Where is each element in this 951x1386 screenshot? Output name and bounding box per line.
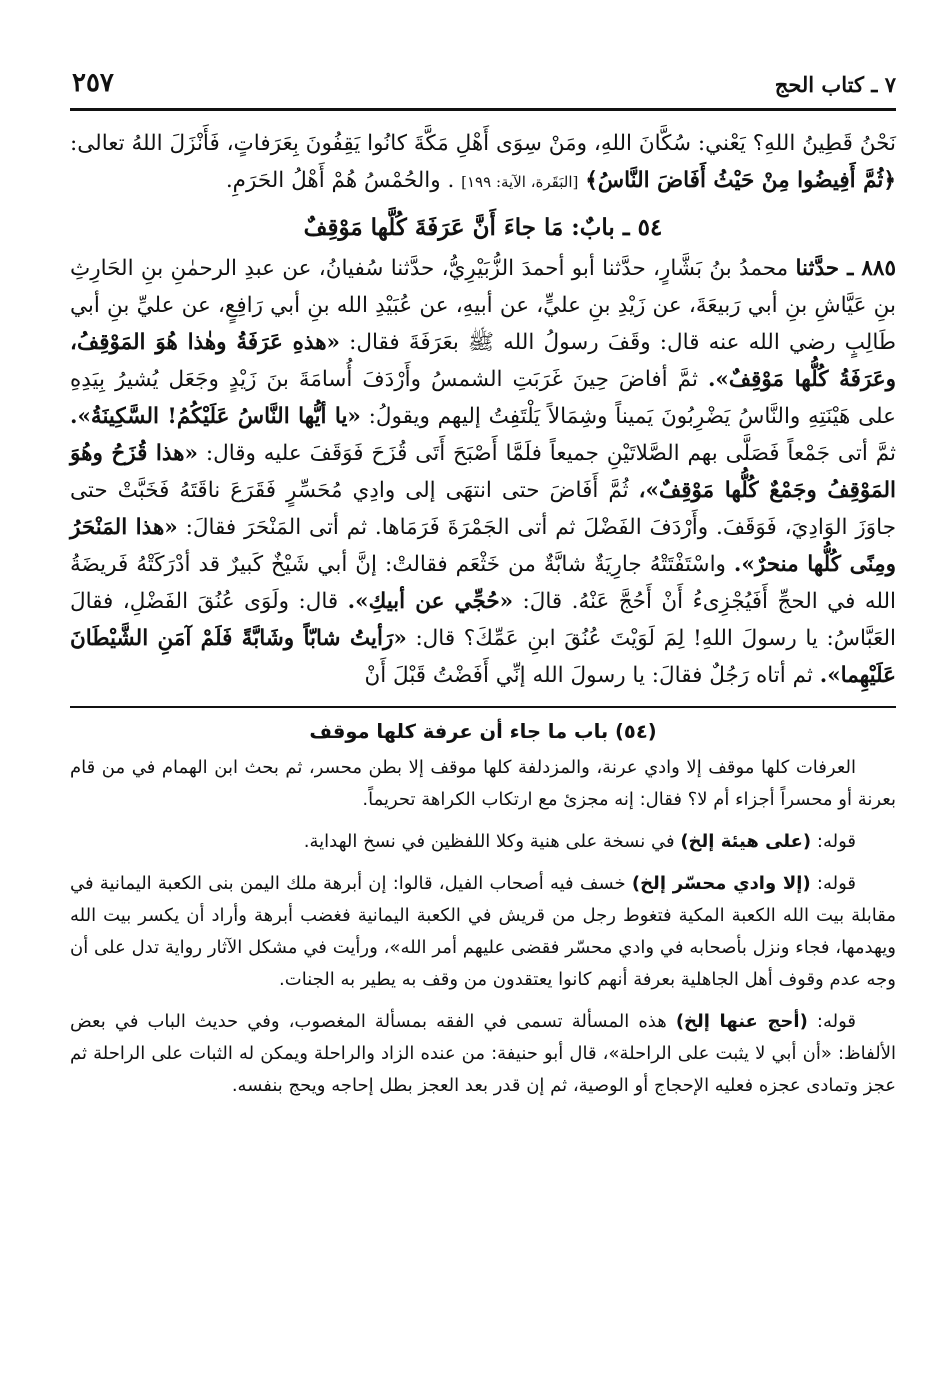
prophet-quote-1: «هذهِ عَرَفَةُ وهٰذا هُوَ المَوْقِفُ، وعَرَفَةُ كُلُّها مَوْقِفٌ». [70,330,896,392]
commentary-paragraph-4 [70,1006,896,1102]
prophet-quote-6: «رَأيتُ شابّاً وشَابَّةً فَلَمْ آمَنِ الشَّيْطَانَ عَلَيْهِما». [70,626,896,688]
hadith-text-6: قال: ولَوَى عُنُقَ الفَضْلِ، فقالَ العَبَّاسُ: يا رسولَ اللهِ! لِمَ لَوَيْتَ عُنُقَ ابنِ عَمِّكَ؟ قال: [70,589,896,651]
prophet-quote-5: «حُجِّي عن أبيكِ». [347,589,514,614]
prophet-quote-3: «هذا قُزَحُ وهُوَ المَوْقِفُ وجَمْعٌ كُلُّها مَوْقِفٌ»، [70,441,896,503]
commentary-title: (٥٤) باب ما جاء أن عرفة كلها موقف [309,720,657,743]
hadith-text-4: ثُمَّ أَفَاضَ حتى انتهَى إلى وادِي مُحَسِّرٍ فَقَرَعَ ناقَتَهُ فَخَبَّتْ حتى جاوَزَ الوَادِيَ، فَوَقَفَ. وأَرْدَفَ الفَضْلَ ثم أتى الجَمْرَةَ فَرَمَاها. ثم أتى المَنْحَرَ فقالَ: [70,478,896,540]
quran-verse: ﴿ثُمَّ أَفِيضُوا مِنْ حَيْثُ أَفَاضَ النَّاسُ﴾ [585,168,896,193]
commentary-paragraph-1: العرفات كلها موقف إلا وادي عرنة، والمزدلفة كلها موقف إلا بطن محسر، ثم بحث ابن الهمام في من قام بعرنة أو محسراً أجزاء أم لا؟ فقال: إنه مجزئ مع ارتكاب الكراهة تحريماً. [70,757,896,810]
verse-citation: [البَقَرة، الآية: ١٩٩] [461,173,579,191]
hadith-text-5: واسْتَفْتَتْهُ جارِيَةٌ شابَّةٌ من خَثْعَم فقالتْ: إنَّ أبي شَيْخٌ كَبيرٌ قد أدْرَكَتْهُ فَريضَةُ الله في الحجِّ أَفَيُجْزِىءُ أَنْ أَحُجَّ عَنْهُ. قالَ: [70,552,896,614]
prophet-quote-4: «هذا المَنْحَرُ ومِنًى كُلُّها منحرٌ». [70,515,896,577]
commentary-paragraph-3 [70,868,896,996]
page-number: ٢٥٧ [72,68,114,98]
chapter-title: ٥٤ ـ بابٌ: مَا جاءَ أَنَّ عَرَفَةَ كُلَّها مَوْقِفٌ [303,214,663,241]
commentary-text: في نسخة على هنية وكلا اللفظين في نسخ الهداية. [303,831,675,852]
book-page [70,60,896,1112]
commentary-lemma: (إلا وادي محسّر إلخ) [631,873,811,894]
intro-text-end: . والحُمْسُ هُمْ أَهْلُ الحَرَمِ. [225,168,455,193]
commentary-label: قوله: [816,831,856,852]
book-section-title: ٧ ـ كتاب الحج [774,72,896,97]
commentary-lemma: (على هيئة إلخ) [680,831,812,852]
intro-text: نَحْنُ قَطِينُ اللهِ؟ يَعْني: سُكَّانَ اللهِ، ومَنْ سِوَى أَهْلِ مَكَّةَ كانُوا يَقِفُونَ بِعَرَفاتٍ، فَأَنْزَلَ اللهُ تعالى: [70,131,896,156]
commentary-section [70,716,896,1102]
commentary-label: قوله: [816,873,856,894]
footnote-divider [70,706,896,708]
commentary-text: هذه المسألة تسمى في الفقه بمسألة المغصوب، وفي حديث الباب في بعض الألفاظ: «أن أبي لا يثبت على الراحلة»، قال أبو حنيفة: من عنده الزاد والراحلة ويمكن له الثبات على الراحلة ثم عجز وتمادى عجزه فعليه الإحجاج أو الوصية، ثم إن قدر بعد العجز بطل إحاجه ويحج بنفسه. [70,1011,896,1096]
hadith-number: ٨٨٥ ـ حدَّثنا [795,256,896,281]
hadith-paragraph [70,250,896,694]
commentary-text: خسف فيه أصحاب الفيل، قالوا: إن أبرهة ملك اليمن بنى الكعبة اليمانية في مقابلة بيت الله الكعبة المكية فتغوط رجل من قريش في الكعبة اليمانية فغضب أبرهة وأراد أن يكسر بيت الله ويهدمها، فجاء ونزل بأصحابه في وادي محسّر فقضى عليهم أمر الله»، ورأيت في مشكل الآثار رواية تدل على أن وجه عدم وقوف أهل الجاهلية بعرفة أنهم كانوا يعتقدون من وقف به يطير به الجنات. [70,873,896,990]
hadith-chain: محمدُ بنُ بَشَّارٍ، حدَّثنا أبو أحمدَ الزُّبَيْرِيُّ، حدَّثنا سُفيانُ، عن عبدِ الرحمٰنِ بنِ الحَارِثِ بنِ عَيَّاشِ بنِ أبي رَبيعَةَ، عن زَيْدِ بنِ عليٍّ، عن أبيهِ، عن عُبَيْدِ الله بنِ أبي رَافِعٍ، عن عليِّ بنِ أبي طَالِبٍ رضي الله عنه قال: وقَفَ رسولُ الله ﷺ بعَرَفَةَ فقال: [70,256,896,355]
hadith-text-2: ثمَّ أفاضَ حِينَ غَرَبَتِ الشمسُ وأَرْدَفَ أُسامَةَ بنَ زَيْدٍ وجَعَل يُشيرُ بِيَدِهِ على هَيْنَتِهِ والنَّاسُ يَضْرِبُونَ يَميناً وشِمَالاً يَلْتَفِتُ إليهم ويقولُ: [70,367,897,429]
commentary-label: قوله: [816,1011,856,1032]
hadith-text-7: ثم أتاه رَجُلٌ فقالَ: يا رسولَ الله إنِّي أَفَضْتُ قَبْلَ أَنْ [364,663,813,688]
intro-paragraph [70,125,896,201]
page-header [70,60,896,111]
hadith-text-3: ثمَّ أتى جَمْعاً فَصَلَّى بهم الصَّلاتَيْنِ جميعاً فلَمَّا أَصْبَحَ أَتَى قُزَحَ فَوَقَفَ عليه وقال: [205,441,896,466]
hadith-text [70,125,896,694]
commentary-lemma: (أحج عنها إلخ) [675,1011,808,1032]
prophet-quote-2: «يا أيُّها النَّاسُ عَلَيْكُمُ! السَّكِينَةُ». [70,404,361,429]
commentary-paragraph-2 [70,826,896,858]
